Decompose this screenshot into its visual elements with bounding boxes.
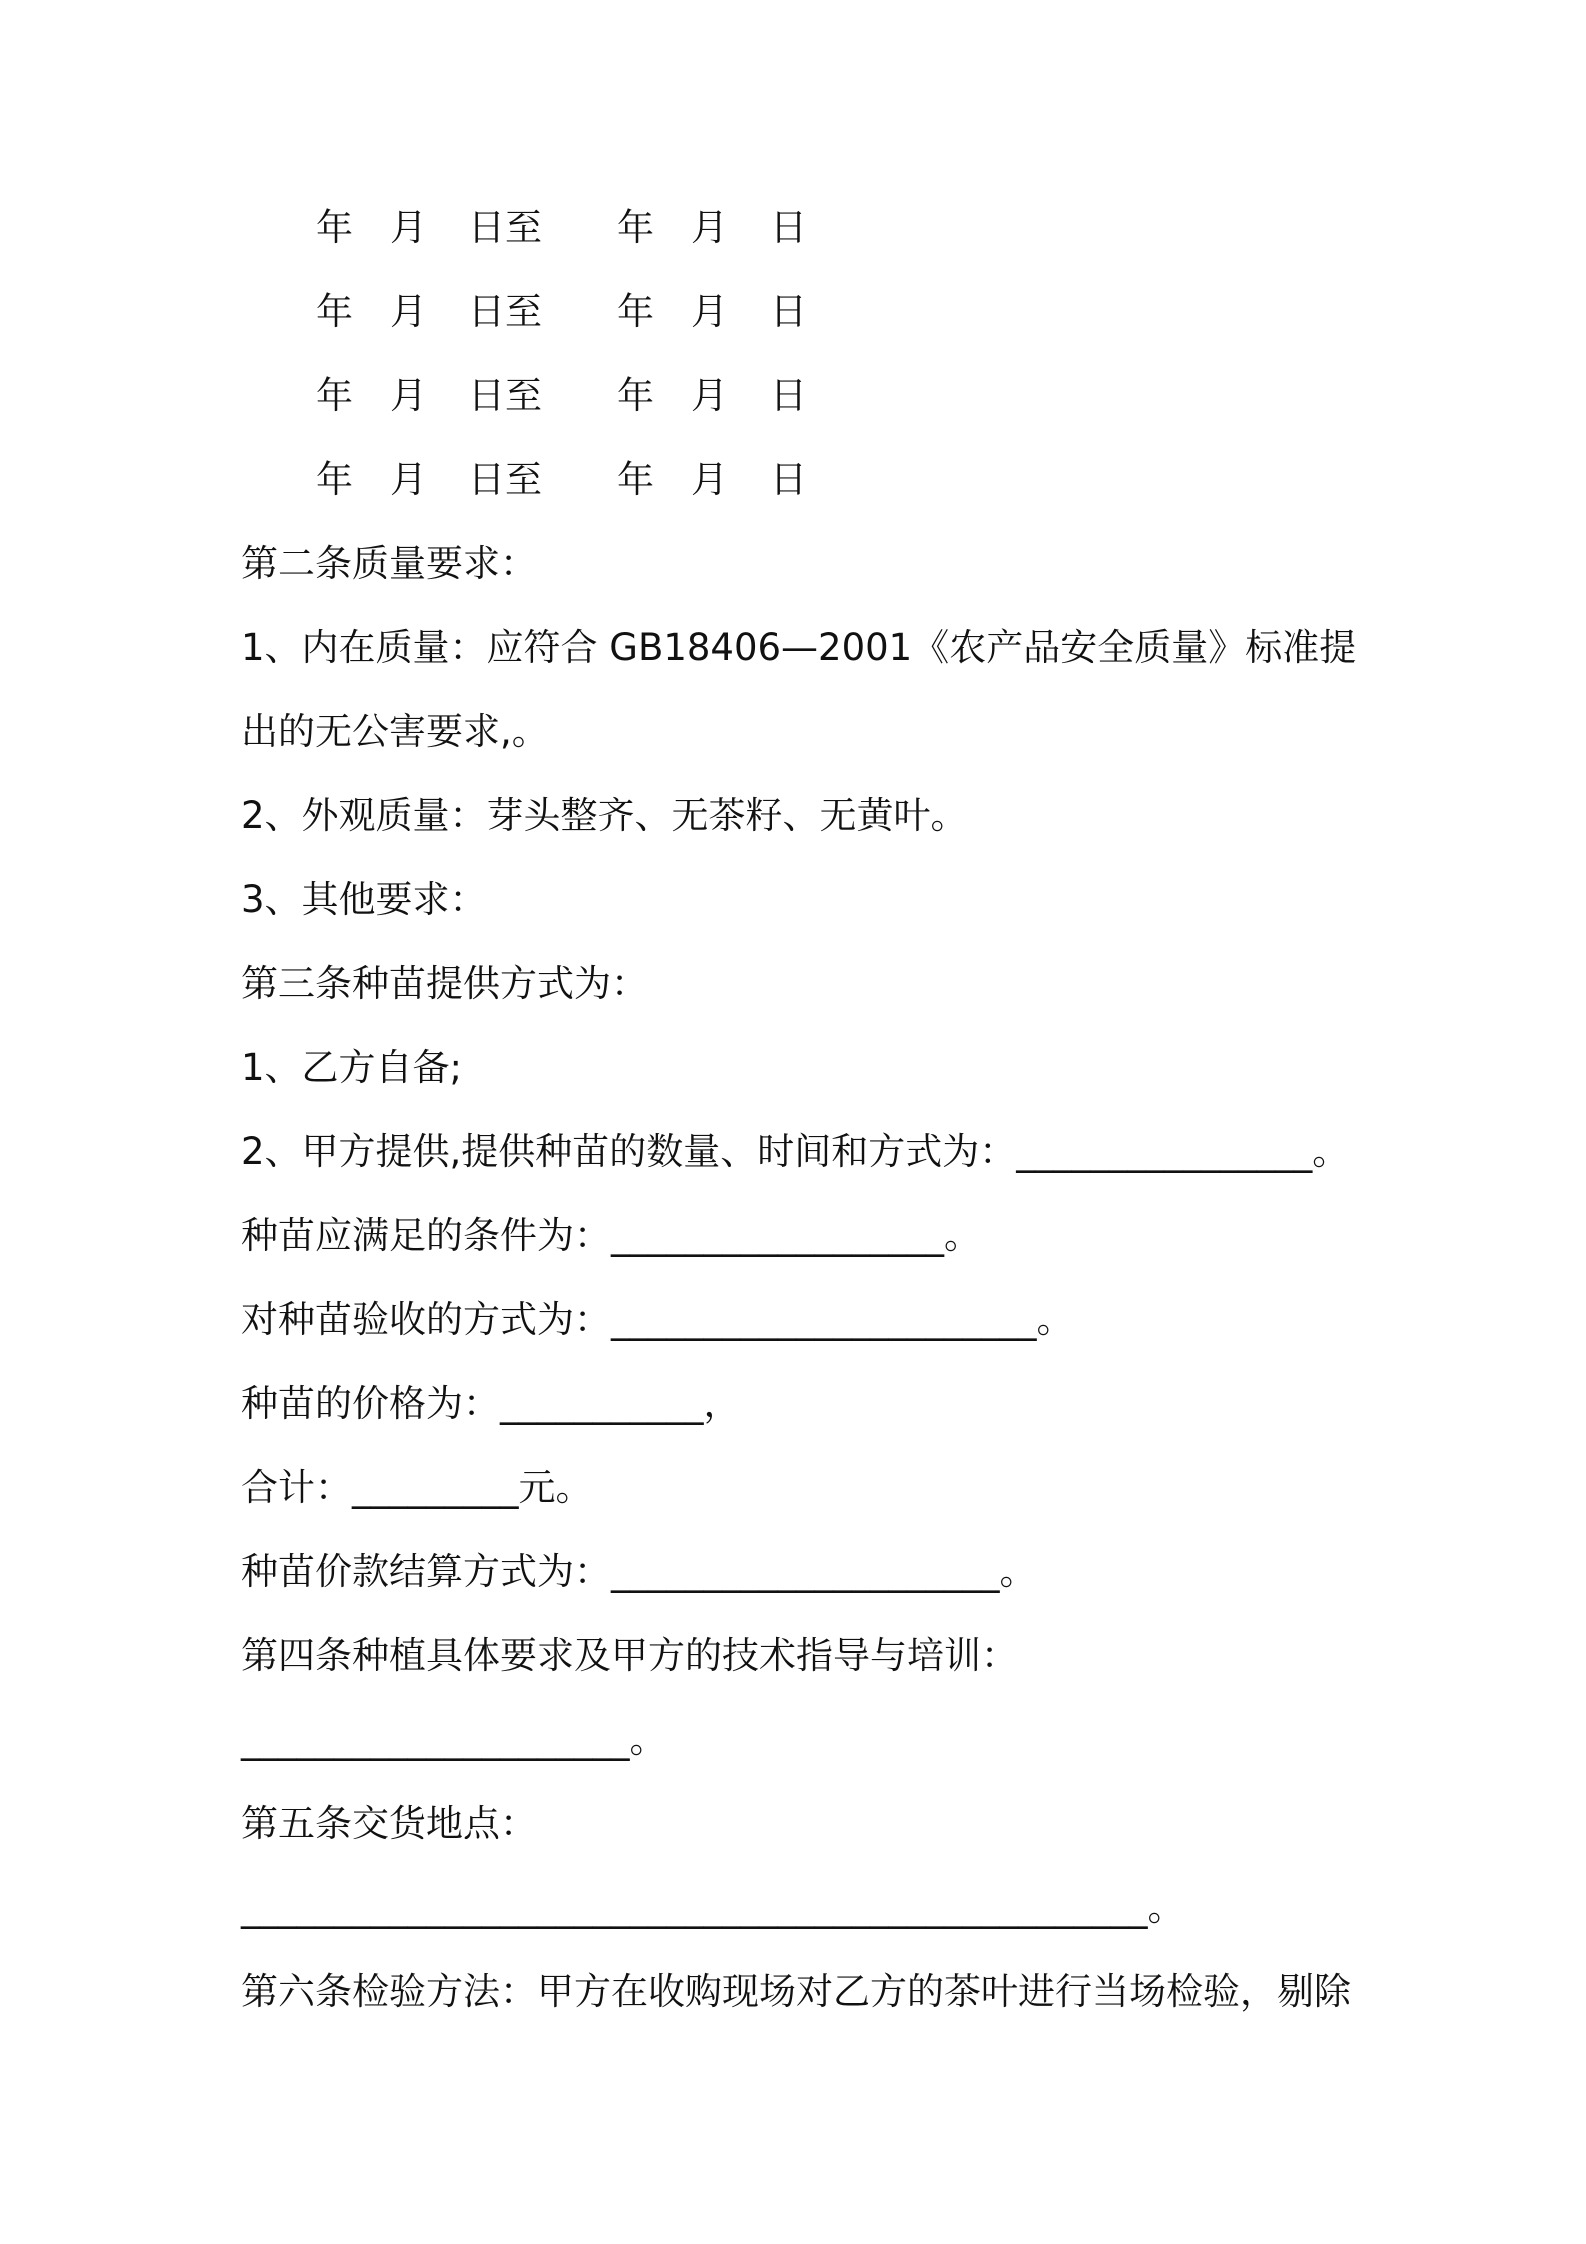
seedling-acceptance-line: 对种苗验收的方式为：_______________________。 xyxy=(241,1298,1074,1341)
article-2-heading: 第二条质量要求： xyxy=(241,542,537,585)
payment-settlement-line: 种苗价款结算方式为：_____________________。 xyxy=(241,1550,1037,1593)
year-label: 年 xyxy=(617,206,654,249)
seedling-price-line: 种苗的价格为：___________， xyxy=(241,1382,741,1425)
day-label: 日 xyxy=(770,206,807,249)
year-label: 年 xyxy=(617,374,654,417)
day-to-label: 日至 xyxy=(468,206,542,249)
year-label: 年 xyxy=(617,290,654,333)
month-label: 月 xyxy=(390,290,427,333)
month-label: 月 xyxy=(691,206,728,249)
article-5-heading: 第五条交货地点： xyxy=(241,1802,537,1845)
day-label: 日 xyxy=(770,374,807,417)
day-to-label: 日至 xyxy=(468,458,542,501)
month-label: 月 xyxy=(691,458,728,501)
month-label: 月 xyxy=(390,374,427,417)
day-label: 日 xyxy=(770,290,807,333)
article-4-heading: 第四条种植具体要求及甲方的技术指导与培训： xyxy=(241,1634,1018,1677)
day-to-label: 日至 xyxy=(468,374,542,417)
year-label: 年 xyxy=(316,290,353,333)
clause-internal-quality: 1、内在质量：应符合 GB18406—2001《农产品安全质量》标准提 xyxy=(241,626,1357,669)
article-4-blank-line: _____________________。 xyxy=(241,1718,667,1761)
article-6-heading: 第六条检验方法：甲方在收购现场对乙方的茶叶进行当场检验，剔除 xyxy=(241,1970,1351,2013)
clause-party-a-provided: 2、甲方提供,提供种苗的数量、时间和方式为：________________。 xyxy=(241,1130,1350,1173)
day-label: 日 xyxy=(770,458,807,501)
year-label: 年 xyxy=(316,374,353,417)
month-label: 月 xyxy=(691,374,728,417)
seedling-conditions-line: 种苗应满足的条件为：__________________。 xyxy=(241,1214,981,1257)
year-label: 年 xyxy=(316,206,353,249)
month-label: 月 xyxy=(691,290,728,333)
year-label: 年 xyxy=(316,458,353,501)
total-line: 合计：_________元。 xyxy=(241,1466,593,1509)
clause-internal-quality-cont: 出的无公害要求,。 xyxy=(241,710,549,753)
article-3-heading: 第三条种苗提供方式为： xyxy=(241,962,648,1005)
day-to-label: 日至 xyxy=(468,290,542,333)
year-label: 年 xyxy=(617,458,654,501)
clause-self-provided: 1、乙方自备; xyxy=(241,1046,463,1089)
clause-other-requirements: 3、其他要求： xyxy=(241,878,487,921)
month-label: 月 xyxy=(390,458,427,501)
clause-appearance-quality: 2、外观质量：芽头整齐、无茶籽、无黄叶。 xyxy=(241,794,968,837)
month-label: 月 xyxy=(390,206,427,249)
article-5-blank-line: _________________________________________________。 xyxy=(241,1886,1185,1929)
